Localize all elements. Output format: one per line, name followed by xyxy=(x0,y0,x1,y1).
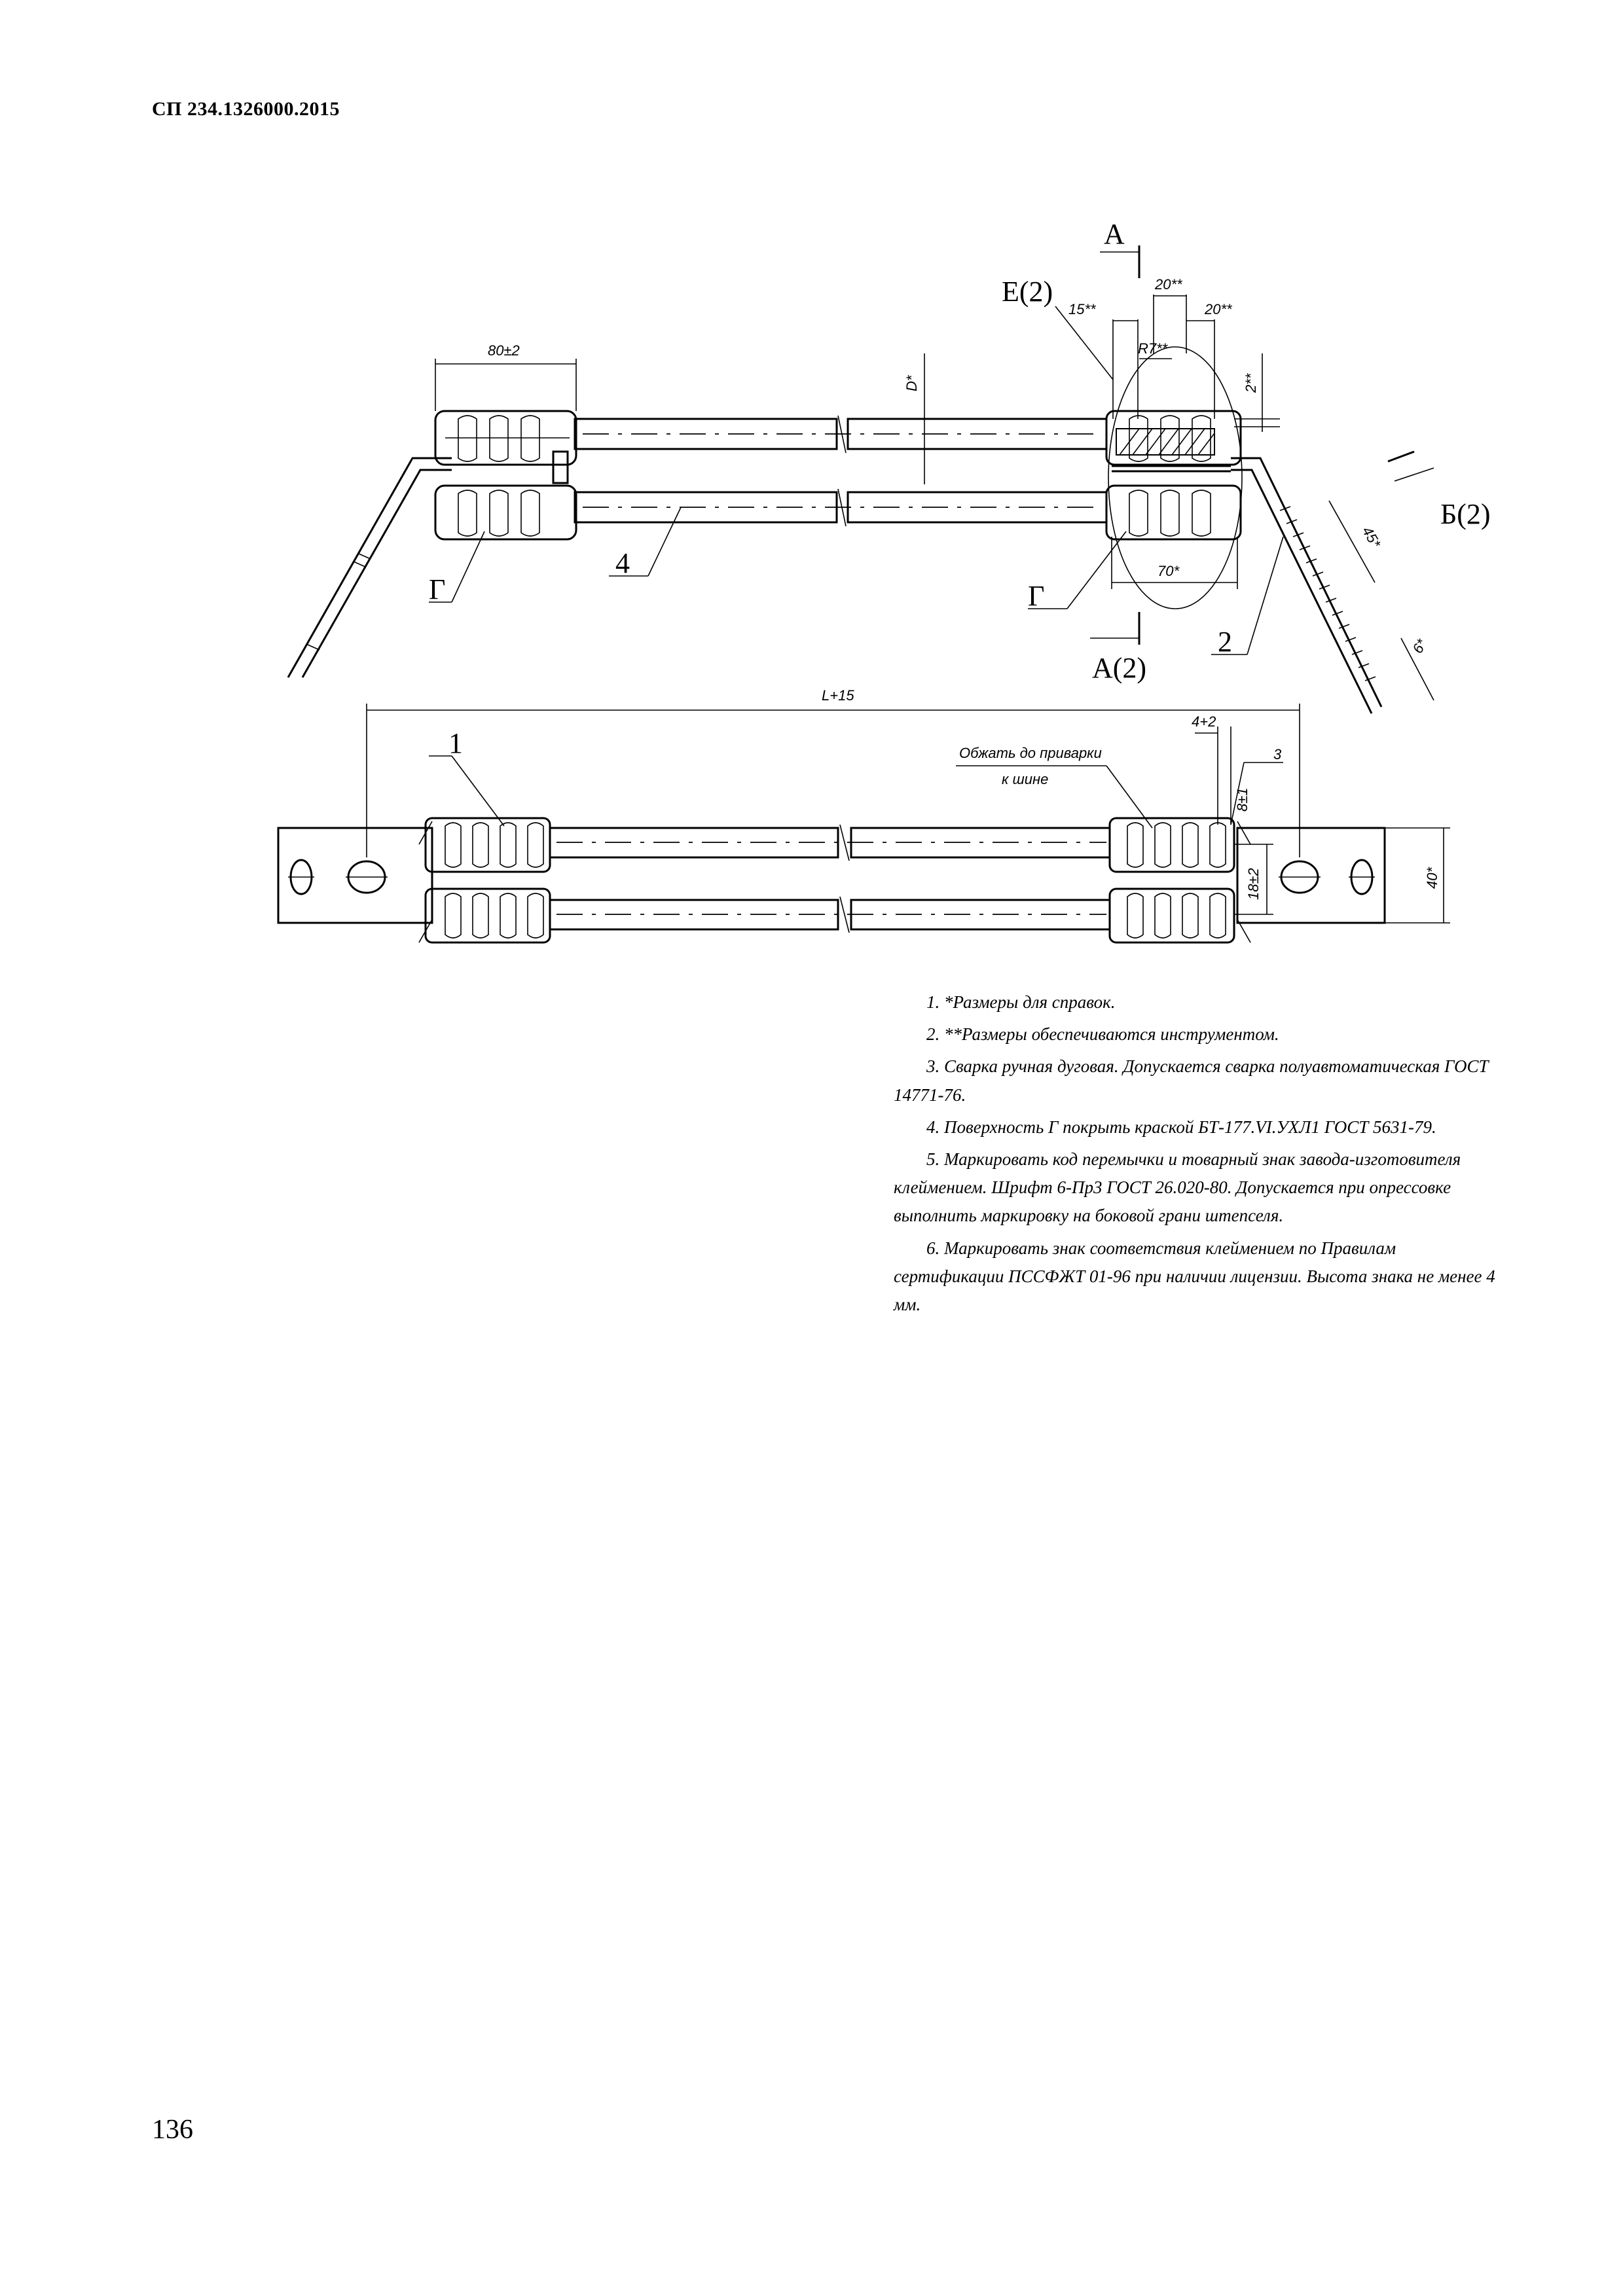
dim-r7-label: R7** xyxy=(1138,340,1168,357)
section-a-marker xyxy=(1090,218,1146,684)
dim-45-label: 45* xyxy=(1359,524,1384,551)
cables-bottom-view xyxy=(550,825,1110,933)
dim-80-label: 80±2 xyxy=(488,342,520,359)
bottom-view xyxy=(278,687,1450,942)
right-bent-strip xyxy=(1231,458,1381,713)
cables-top-view xyxy=(575,416,1106,526)
technical-drawing xyxy=(0,0,1623,1060)
bottom-right-clamps xyxy=(1110,818,1250,942)
dimension-80 xyxy=(435,342,576,411)
label-a: А xyxy=(1104,218,1125,250)
dim-20a-label: 20** xyxy=(1155,276,1182,293)
notes-block xyxy=(894,988,1496,1323)
note-5: 5. Маркировать код перемычки и товарный знак завода-изготовителя клеймением. Шрифт 6-Пр3 ГОСТ 26.020-80. Допускается при опрессовке выполнить маркировку на боковой грани штепселя. xyxy=(894,1149,1461,1226)
dim-l-label: L+15 xyxy=(822,687,854,704)
label-e2: Е(2) xyxy=(1002,276,1053,308)
dim-18-label: 18±2 xyxy=(1245,868,1262,900)
label-4: 4 xyxy=(615,547,630,579)
note-3: 3. Сварка ручная дуговая. Допускается сварка полуавтоматическая ГОСТ 14771-76. xyxy=(894,1056,1489,1105)
dim-2-label: 2** xyxy=(1243,373,1259,393)
dim-40-label: 40* xyxy=(1424,867,1440,889)
dim-d-label: D* xyxy=(903,375,920,391)
detail-dimensions xyxy=(1068,276,1280,589)
bottom-left-clamps xyxy=(419,818,550,942)
left-bent-strip xyxy=(288,458,452,677)
note-2: 2. **Размеры обеспечиваются инструментом. xyxy=(926,1024,1279,1045)
document-code: СП 234.1326000.2015 xyxy=(152,98,340,120)
dim-70-label: 70* xyxy=(1158,563,1180,579)
label-2: 2 xyxy=(1218,626,1232,658)
annotation-line2: к шине xyxy=(1002,771,1049,787)
dim-6-label: 6* xyxy=(1409,636,1431,656)
label-b2: Б(2) xyxy=(1440,498,1491,530)
dimension-l xyxy=(367,687,1300,857)
dim-3-label: 3 xyxy=(1273,746,1282,762)
label-1: 1 xyxy=(448,727,463,759)
section-b2-marker xyxy=(1329,452,1491,700)
dim-20b-label: 20** xyxy=(1205,301,1232,317)
left-clamp-upper xyxy=(435,411,576,465)
dim-8-label: 8±1 xyxy=(1234,787,1250,812)
page-number: 136 xyxy=(152,2115,193,2145)
bottom-right-dimensions xyxy=(1192,713,1450,923)
crimp-annotation xyxy=(956,745,1152,828)
annotation-line1: Обжать до приварки xyxy=(959,745,1102,761)
note-4: 4. Поверхность Г покрыть краской БТ-177.VI.УХЛ1 ГОСТ 5631-79. xyxy=(926,1117,1436,1137)
label-g-right: Г xyxy=(1028,580,1045,612)
left-terminal-plate xyxy=(278,828,432,923)
note-6: 6. Маркировать знак соответствия клеймением по Правилам сертификации ПССФЖТ 01-96 при наличии лицензии. Высота знака не менее 4 мм. xyxy=(894,1238,1495,1314)
label-a2: А(2) xyxy=(1092,652,1147,684)
dim-15-label: 15** xyxy=(1068,301,1096,317)
top-view xyxy=(288,218,1491,713)
label-g-left: Г xyxy=(429,573,446,605)
dim-4-label: 4+2 xyxy=(1192,713,1216,730)
note-1: 1. *Размеры для справок. xyxy=(926,992,1116,1012)
left-clamp-lower xyxy=(435,486,576,539)
